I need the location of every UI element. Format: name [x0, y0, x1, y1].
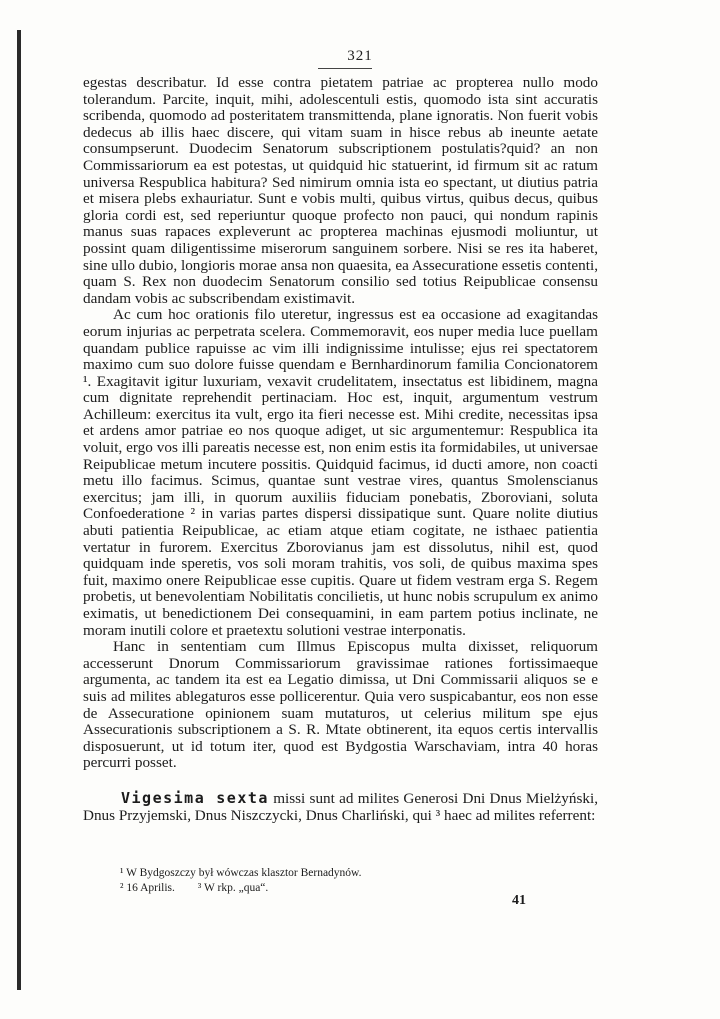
footnote-2-3: ² 16 Aprilis. ³ W rkp. „qua“. — [120, 882, 269, 894]
page-number: 321 — [347, 48, 373, 64]
section-heading: Vigesima sexta — [121, 788, 269, 807]
main-text — [83, 75, 598, 824]
footnotes — [120, 866, 540, 896]
footnote-1: ¹ W Bydgoszczy był wówczas klasztor Bernadynów. — [120, 867, 362, 879]
page-number-rule — [318, 68, 372, 69]
paragraph-1: egestas describatur. Id esse contra pietatem patriae ac propterea nullo modo tolerandum. Parcite, inquit, mihi, adolescentuli estis, quomodo ista sint accuratis scribenda, quomodo ad posteritatem transmittenda, plane ignoratis. Non fuerit vobis dedecus ab illis haec discere, qui vitam suam in hisce rebus ab ineunte aetate consumpserunt. Duodecim Senatorum subscriptionem postulatis?quid? an non Commissariorum ea est potestas, ut quidquid hic statuerint, id firmum sit ac ratum universa Respublica habitura? Sed nimirum omnia ista eo spectant, ut diutius patria et misera plebs exhauriatur. Sunt e vobis multi, quibus virtus, quibus decus, quibus gloria cordi est, sed reperiuntur quoque profecto non pauci, qui nondum rapinis manus suas rapaces expleverunt ac propterea machinas ejusmodi moliuntur, ut possint quam diligentissime miserorum sanguinem sorbere. Nisi se res ita haberet, sine ullo dubio, longioris morae ansa non quaesita, ea Assecuratione essetis contenti, quam S. Rex non duodecim Senatorum consilio sed totius Reipublicae consensu dandam vobis ac subscribendam existimavit. — [83, 74, 598, 307]
section-paragraph — [83, 790, 598, 824]
section-text: missi sunt ad milites Generosi Dni Dnus Mielżyński, Dnus Przyjemski, Dnus Niszczycki, Dnus Charliński, qui ³ haec ad milites referrent: — [83, 789, 599, 824]
paragraph-3: Hanc in sententiam cum Illmus Episcopus multa dixisset, reliquorum accesserunt Dnorum Commissariorum gravissimae rationes fortissimaeque argumenta, ac tandem ita est ea Legatio dimissa, ut Dni Commissarii aliquos se e suis ad milites ablegaturos esse pollicerentur. Quia vero suspicabantur, eos non esse de Assecuratione opinionem suam mutaturos, ut celerius militum spe ejus Assecurationis subscriptionem a S. R. Mtate obtinerent, ita equos certis intervallis disposuerunt, ut id totum iter, quod est Bydgostia Warschaviam, intra 40 horas percurri posset. — [83, 638, 598, 772]
binding-edge-line — [17, 30, 21, 990]
sheet-signature-number: 41 — [512, 893, 526, 908]
paragraph-2: Ac cum hoc orationis filo uteretur, ingressus est ea occasione ad exagitandas eorum injurias ac perpetrata scelera. Commemoravit, eos nuper media luce puellam quandam publice rapuisse ac vim illi indignissime intulisse; ejus rei spectatorem maximo cum suo dolore fuisse quendam e Bernhardinorum familia Concionatorem ¹. Exagitavit igitur luxuriam, vexavit crudelitatem, insectatus est libidinem, magna cum dignitate reprehendit pertinaciam. Hoc est, inquit, argumentum vestrum Achilleum: exercitus ita vult, ergo ita fieri necesse est. Mihi credite, necessitas ipsa et ardens amor patriae eo nos quoque adiget, ut sic argumentemur: Respublica ita voluit, ergo vos illi pareatis necesse est, non enim estis ita formidabiles, ut universae Reipublicae metum incutere possitis. Quidquid facimus, id ducti amore, non coacti metu illo facimus. Scimus, quantae sunt vestrae vires, quantus Smolenscianus exercitus; jam illi, in quorum auxiliis fiduciam ponebatis, Zboroviani, soluta Confoederatione ² in varias partes dispersi dissipatique sunt. Quare nolite diutius abuti patientia Reipublicae, ac etiam atque etiam cogitate, ne isthaec patientia vertatur in furorem. Exercitus Zborovianus jam est dissolutus, nihil est, quod quidquam inde speretis, vos soli moram trahitis, vos soli, de quibus maxima spes fuit, maximo onere Reipublicae esse cupitis. Quare ut fidem vestram erga S. Regem probetis, ut benevolentiam Nobilitatis concilietis, ut hunc nobis scrupulum ex animo eximatis, ut benedictionem Dei consequamini, in eam partem potius inclinate, ne moram inutili colore et praetextu solutioni vestrae interponatis. — [83, 306, 598, 639]
